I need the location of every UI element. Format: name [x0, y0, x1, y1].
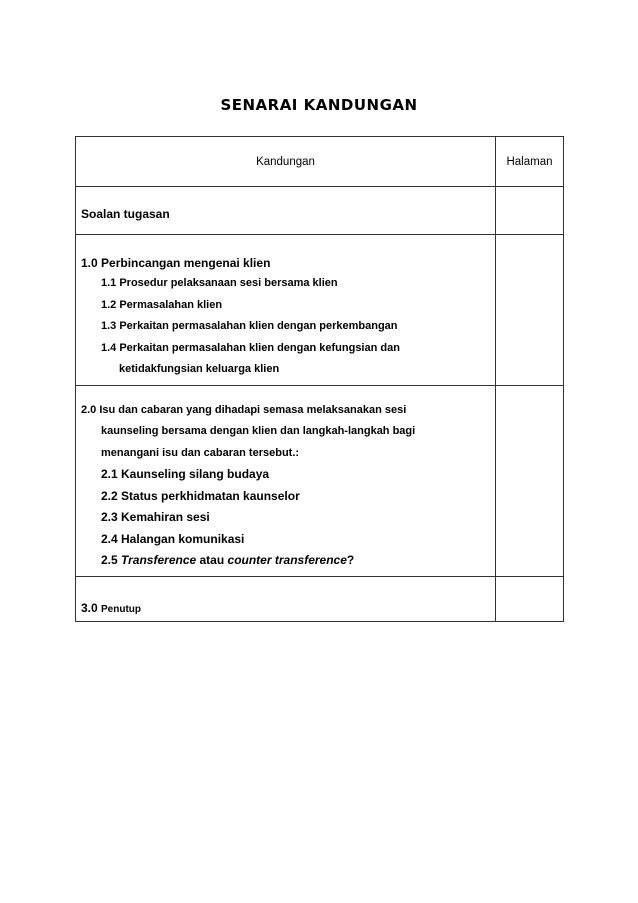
table-header-row: [76, 137, 564, 187]
table-row: [76, 385, 564, 576]
section-1-heading: 1.0 Perbincangan mengenai klien: [81, 256, 271, 270]
section-3-label: Penutup: [101, 603, 142, 615]
section-1-item: 1.2 Permasalahan klien: [101, 298, 223, 311]
section-2-item: [81, 550, 495, 572]
item-number: 2.5: [101, 553, 122, 567]
page-cell: [496, 187, 564, 235]
term-counter-transference: counter transference: [227, 553, 347, 567]
table-row: [76, 187, 564, 235]
table-row: [76, 576, 564, 621]
section-2-heading: 2.0 Isu dan cabaran yang dihadapi semasa melaksanakan sesi: [81, 403, 407, 416]
section-2-heading-continued: menangani isu dan cabaran tersebut.:: [101, 446, 300, 459]
table-row: [76, 235, 564, 386]
contents-table: [75, 136, 564, 622]
page-title: SENARAI KANDUNGAN: [220, 96, 418, 114]
section-2-item: 2.2 Status perkhidmatan kaunselor: [101, 488, 300, 503]
section-1-item: 1.1 Prosedur pelaksanaan sesi bersama klien: [101, 277, 338, 289]
section-2-heading-continued: kaunseling bersama dengan klien dan langkah-langkah bagi: [101, 425, 416, 437]
page-cell: [496, 576, 564, 621]
section-2-item: 2.3 Kemahiran sesi: [101, 510, 210, 524]
page-cell: [496, 385, 564, 576]
section-1-item-continued: ketidakfungsian keluarga klien: [119, 363, 280, 375]
header-contents: Kandungan: [76, 137, 496, 187]
page-cell: [496, 235, 564, 386]
section-3-number: 3.0: [81, 600, 102, 615]
soalan-entry: Soalan tugasan: [81, 207, 170, 221]
question-mark: ?: [346, 553, 355, 567]
section-1-item: 1.3 Perkaitan permasalahan klien dengan perkembangan: [101, 320, 398, 332]
header-page: Halaman: [496, 137, 564, 187]
section-2-item: 2.1 Kaunseling silang budaya: [101, 467, 270, 481]
connector-text: atau: [196, 553, 228, 567]
section-2-item: 2.4 Halangan komunikasi: [101, 531, 245, 546]
term-transference: Transference: [121, 553, 197, 567]
section-1-item: 1.4 Perkaitan permasalahan klien dengan kefungsian dan: [101, 341, 400, 354]
